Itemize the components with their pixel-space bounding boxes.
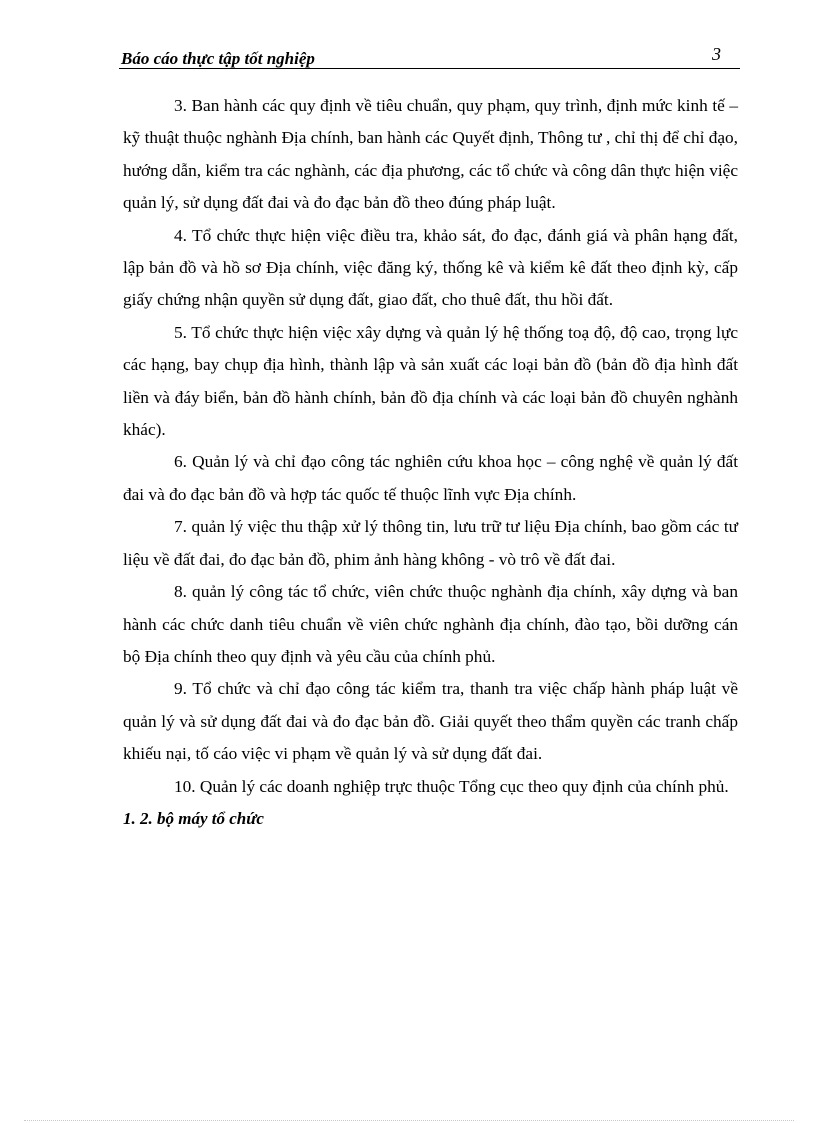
- paragraph-item-6: 6. Quản lý và chỉ đạo công tác nghiên cứu khoa học – công nghệ về quản lý đất đai và đo đạc bản đồ và hợp tác quốc tế thuộc lĩnh vực Địa chính.: [123, 452, 738, 504]
- document-header-title: Báo cáo thực tập tốt nghiệp: [121, 49, 315, 68]
- paragraph-item-9: 9. Tổ chức và chỉ đạo công tác kiểm tra, thanh tra việc chấp hành pháp luật về quản lý và sử dụng đất đai và đo đạc bản đồ. Giải quyết theo thẩm quyền các tranh chấp khiếu nại, tố cáo việc vi phạm về quản lý và sử dụng đất đai.: [123, 679, 738, 764]
- page-bottom-divider: [24, 1120, 794, 1121]
- paragraph-item-8: 8. quản lý công tác tổ chức, viên chức thuộc nghành địa chính, xây dựng và ban hành các chức danh tiêu chuẩn về viên chức nghành địa chính, đào tạo, bồi dưỡng cán bộ Địa chính theo quy định và yêu cầu của chính phủ.: [123, 582, 738, 666]
- paragraph-item-4: 4. Tổ chức thực hiện việc điều tra, khảo sát, đo đạc, đánh giá và phân hạng đất, lập bản đồ và hồ sơ Địa chính, việc đăng ký, thống kê và kiểm kê đất theo định kỳ, cấp giấy chứng nhận quyền sử dụng đất, giao đất, cho thuê đất, thu hồi đất.: [123, 225, 738, 310]
- header-divider: [119, 68, 740, 69]
- section-heading: 1. 2. bộ máy tổ chức: [123, 808, 264, 828]
- paragraph-item-5: 5. Tổ chức thực hiện việc xây dựng và quản lý hệ thống toạ độ, độ cao, trọng lực các hạng, bay chụp địa hình, thành lập và sản xuất các loại bản đồ (bản đồ địa hình đất liền và đáy biển, bản đồ hành chính, bản đồ địa chính và các loại bản đồ chuyên nghành khác).: [123, 322, 738, 440]
- paragraph-item-3: 3. Ban hành các quy định về tiêu chuẩn, quy phạm, quy trình, định mức kinh tế – kỹ thuật thuộc nghành Địa chính, ban hành các Quyết định, Thông tư , chỉ thị để chỉ đạo, hướng dẫn, kiểm tra các nghành, các địa phương, các tổ chức và công dân thực hiện việc quản lý, sử dụng đất đai và đo đạc bản đồ theo đúng pháp luật.: [123, 96, 738, 213]
- paragraph-item-7: 7. quản lý việc thu thập xử lý thông tin, lưu trữ tư liệu Địa chính, bao gồm các tư liệu về đất đai, đo đạc bản đồ, phim ảnh hàng không - vò trô về đất đai.: [123, 517, 738, 569]
- page-number: 3: [712, 44, 721, 64]
- document-body: [123, 90, 738, 835]
- paragraph-item-10: 10. Quản lý các doanh nghiệp trực thuộc Tổng cục theo quy định của chính phủ.: [174, 776, 729, 796]
